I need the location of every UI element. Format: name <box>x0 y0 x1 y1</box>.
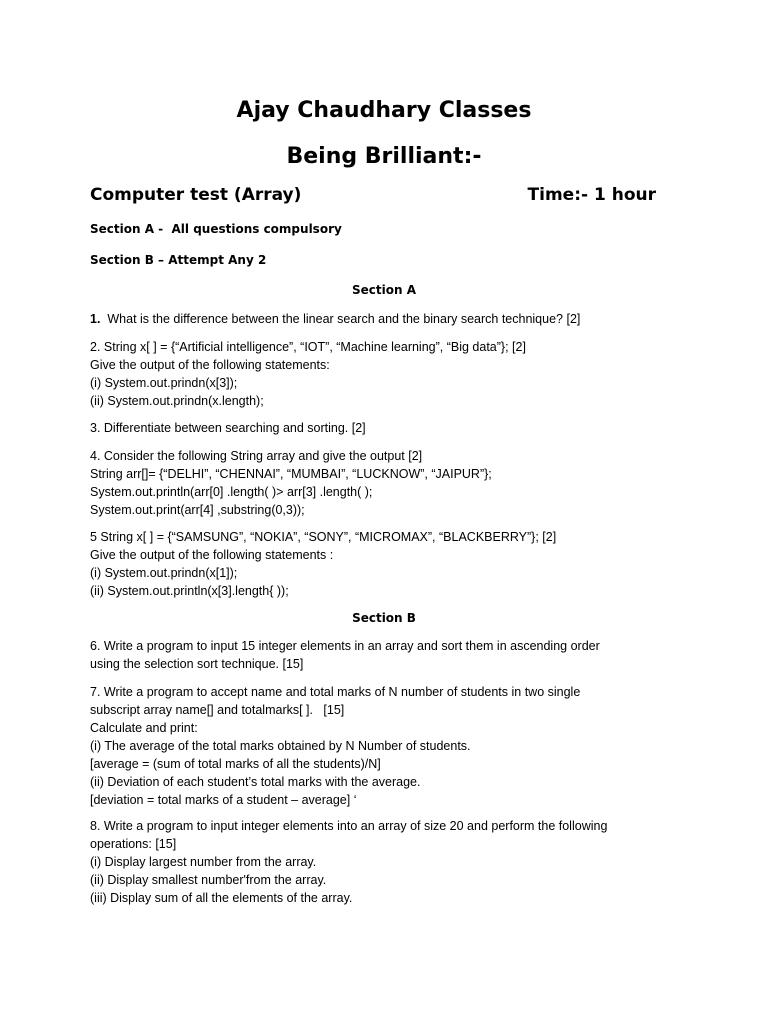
question-1 <box>90 310 690 328</box>
question-line: 3. Differentiate between searching and sorting. [2] <box>90 421 366 435</box>
question-line: 6. Write a program to input 15 integer elements in an array and sort them in ascending order <box>90 639 600 653</box>
question-line: (iii) Display sum of all the elements of the array. <box>90 891 353 905</box>
instruction-section-a: Section A - All questions compulsory <box>90 222 342 236</box>
question-line: (i) System.out.prindn(x[1]); <box>90 566 238 580</box>
test-info-row <box>90 182 656 208</box>
question-line: (ii) Display smallest number'from the array. <box>90 873 327 887</box>
question-text: What is the difference between the linear search and the binary search technique? [2] <box>100 312 581 326</box>
question-line: (ii) System.out.println(x[3].length{ )); <box>90 584 289 598</box>
question-line: [average = (sum of total marks of all the students)/N] <box>90 757 381 771</box>
test-name: Computer test (Array) <box>90 185 302 205</box>
question-line: String arr[]= {“DELHI”, “CHENNAI”, “MUMBAI”, “LUCKNOW”, “JAIPUR”}; <box>90 467 492 481</box>
question-line: System.out.println(arr[0] .length( )> arr[3] .length( ); <box>90 485 373 499</box>
question-line: 2. String x[ ] = {“Artificial intelligence”, “IOT”, “Machine learning”, “Big data”}; [2] <box>90 340 526 354</box>
question-line <box>90 310 690 328</box>
section-a-heading: Section A <box>352 283 416 297</box>
question-line: 8. Write a program to input integer elements into an array of size 20 and perform the following <box>90 819 608 833</box>
question-line: (ii) Deviation of each student’s total marks with the average. <box>90 775 421 789</box>
question-line: System.out.print(arr[4] ,substring(0,3)); <box>90 503 305 517</box>
section-b-heading: Section B <box>352 611 416 625</box>
question-line: (i) System.out.prindn(x[3]); <box>90 376 238 390</box>
question-line: (i) Display largest number from the array. <box>90 855 317 869</box>
question-line: 4. Consider the following String array and give the output [2] <box>90 449 423 463</box>
question-line: operations: [15] <box>90 837 177 851</box>
question-line: (ii) System.out.prindn(x.length); <box>90 394 264 408</box>
question-4 <box>90 447 690 519</box>
question-8 <box>90 817 690 907</box>
question-number: 1. <box>90 312 101 326</box>
question-3 <box>90 419 690 437</box>
question-line: 7. Write a program to accept name and total marks of N number of students in two single <box>90 685 581 699</box>
question-line: subscript array name[] and totalmarks[ ]. [15] <box>90 703 345 717</box>
question-line: 5 String x[ ] = {“SAMSUNG”, “NOKIA”, “SONY”, “MICROMAX”, “BLACKBERRY”}; [2] <box>90 530 557 544</box>
test-time: Time:- 1 hour <box>527 185 656 205</box>
question-line: Calculate and print: <box>90 721 198 735</box>
question-line: using the selection sort technique. [15] <box>90 657 304 671</box>
question-line: Give the output of the following statements: <box>90 358 330 372</box>
page-title: Ajay Chaudhary Classes <box>236 98 532 123</box>
question-line: Give the output of the following statements : <box>90 548 334 562</box>
question-line: [deviation = total marks of a student – average] ‘ <box>90 793 357 807</box>
page-subtitle: Being Brilliant:- <box>286 144 482 169</box>
instruction-section-b: Section B – Attempt Any 2 <box>90 253 267 267</box>
question-5 <box>90 528 690 600</box>
question-2 <box>90 338 690 410</box>
question-6 <box>90 637 690 673</box>
question-7 <box>90 683 690 809</box>
question-line: (i) The average of the total marks obtained by N Number of students. <box>90 739 471 753</box>
